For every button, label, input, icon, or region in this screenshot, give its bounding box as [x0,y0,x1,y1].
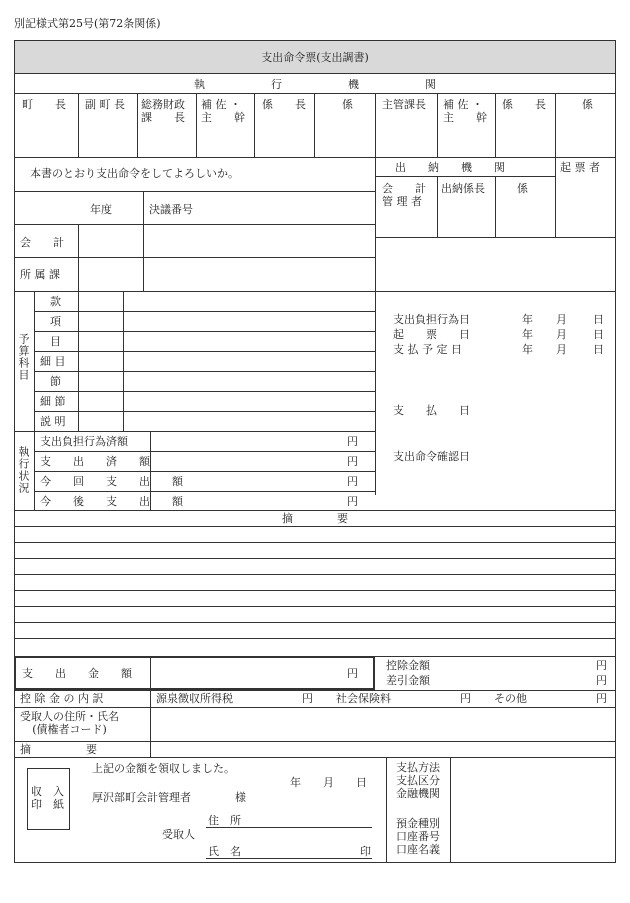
draft-date-label: 起 票 日 [393,328,470,341]
role-chief-2: 係 長 [502,98,546,111]
confirmation-date-label: 支出命令確認日 [393,450,470,463]
accountant-label: 会 計 管 理 者 [382,182,426,208]
future-payment-label: 今 後 支 出 額 [40,495,183,508]
net-amount-label: 差引金額 [386,674,430,687]
resolution-number-label: 決議番号 [149,203,193,216]
role-staff-1: 係 [342,98,353,111]
fiscal-year-label: 年度 [90,203,112,216]
treasury-heading: 出 納 機 関 [395,161,505,174]
approval-text: 本書のとおり支出命令をしてよろしいか。 [30,167,239,180]
role-section-manager: 主管課長 [382,98,426,111]
execution-status-label: 執行状況 [17,446,30,494]
receipt-statement: 上記の金額を領収しました。 [92,762,235,775]
bank-account-labels: 預金種別 口座番号 口座名義 [396,817,440,856]
yen-unit: 円 [302,692,313,705]
role-assistant-1: 補 佐 ・ 主 幹 [201,98,245,124]
budget-item: 款 [50,295,61,308]
month-unit: 月 [556,343,567,356]
committed-amount-label: 支出負担行為済額 [40,435,128,448]
budget-item: 節 [50,375,61,388]
social-insurance-label: 社会保険料 [336,692,391,705]
income-tax-label: 源泉徴収所得税 [156,692,233,705]
day-unit: 日 [593,313,604,326]
summary-heading: 摘 要 [282,512,348,525]
month-unit: 月 [556,313,567,326]
month-unit: 月 [556,328,567,341]
year-unit: 年 [522,343,533,356]
paid-amount-label: 支 出 済 額 [40,455,150,468]
deduction-total-label: 控除金額 [386,659,430,672]
address-label: 住 所 [208,814,241,827]
yen-unit: 円 [347,435,358,448]
budget-item: 目 [50,335,61,348]
budget-item: 細 節 [40,395,66,408]
account-label: 会 計 [20,236,64,249]
drafter-label: 起 票 者 [560,161,600,174]
day-unit: 日 [593,343,604,356]
year-unit: 年 [522,313,533,326]
year-unit: 年 [522,328,533,341]
role-staff-2: 係 [582,98,593,111]
yen-unit: 円 [460,692,471,705]
planned-payment-date-label: 支 払 予 定 日 [393,343,462,356]
commitment-date-label: 支出負担行為日 [393,313,470,326]
department-label: 所 属 課 [20,268,60,281]
form-title: 支出命令票(支出調書) [261,51,369,64]
cashier-chief-label: 出納係長 [441,182,485,195]
role-mayor: 町 長 [22,98,66,111]
current-payment-label: 今 回 支 出 額 [40,475,183,488]
role-finance-director: 総務財政 課 長 [141,98,185,124]
role-assistant-2: 補 佐 ・ 主 幹 [443,98,487,124]
receipt-addressee: 厚沢部町会計管理者 様 [92,791,246,804]
role-deputy-mayor: 副 町 長 [85,98,125,111]
role-chief-1: 係 長 [262,98,306,111]
yen-unit: 円 [347,475,358,488]
seal-mark: 印 [360,845,371,858]
form-number: 別記様式第25号(第72条関係) [14,17,161,30]
yen-unit: 円 [347,495,358,508]
name-label: 氏 名 [208,845,241,858]
recipient-role-label: 受取人 [162,828,195,841]
exec-org-heading: 執 行 機 関 [194,78,436,91]
budget-item: 項 [50,315,61,328]
budget-item: 説 明 [40,415,66,428]
remarks-label: 摘 要 [20,743,97,756]
cashier-staff-label: 係 [517,182,528,195]
yen-unit: 円 [596,674,607,687]
recipient-label: 受取人の住所・氏名 (債権者コード) [20,710,119,736]
yen-unit: 円 [596,659,607,672]
payment-date-label: 支 払 日 [393,404,470,417]
budget-item: 細 目 [40,355,66,368]
other-deduction-label: その他 [494,692,527,705]
day-unit: 日 [593,328,604,341]
yen-unit: 円 [347,455,358,468]
receipt-date: 年 月 日 [290,776,367,789]
yen-unit: 円 [347,667,358,680]
deductions-label: 控 除 金 の 内 訳 [20,692,104,705]
payment-method-labels: 支払方法 支払区分 金融機関 [396,761,440,800]
budget-category-label: 予算科目 [17,333,30,381]
yen-unit: 円 [596,692,607,705]
payment-amount-label: 支 出 金 額 [22,667,132,680]
revenue-stamp-label: 収 入 印 紙 [31,785,64,811]
